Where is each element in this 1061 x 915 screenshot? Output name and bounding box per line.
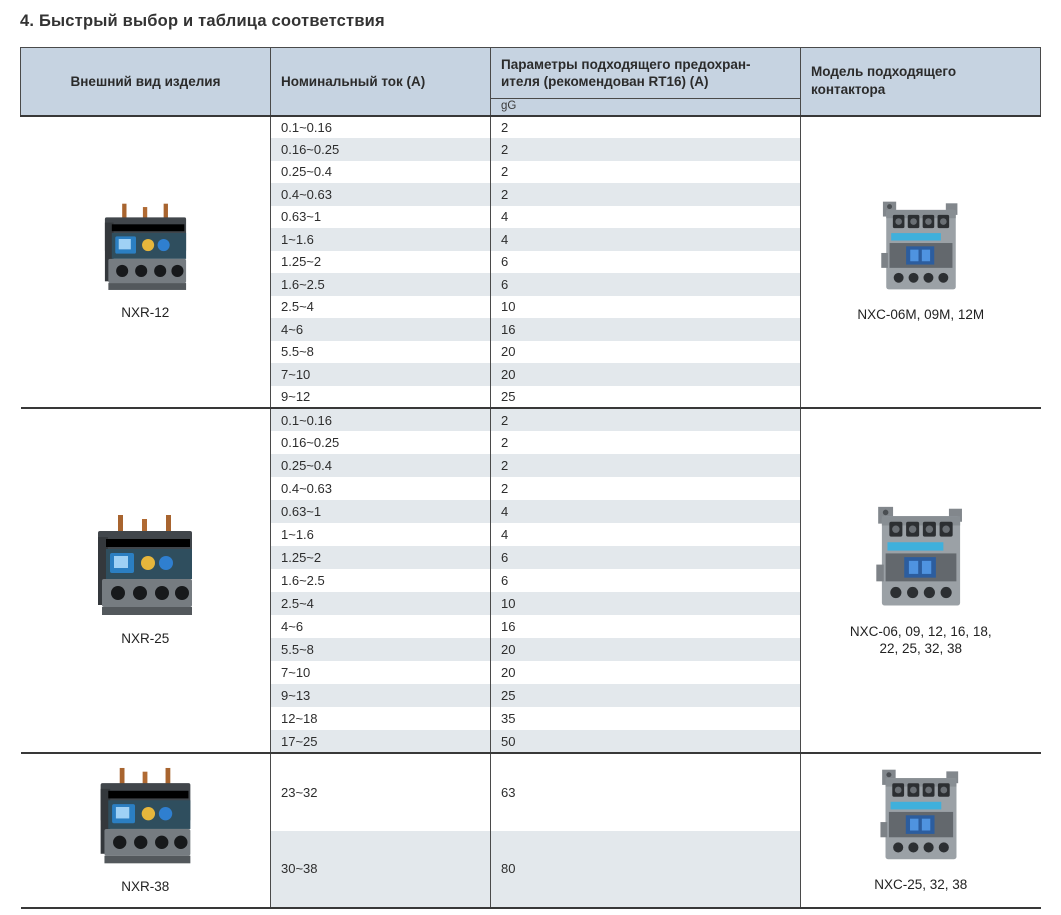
nxc-large-contactor-photo	[870, 768, 972, 866]
fuse-rating-cell: 4	[491, 523, 801, 546]
fuse-rating-cell: 80	[491, 831, 801, 909]
rated-current-cell: 9~13	[271, 684, 491, 707]
relay-model-label: NXR-25	[121, 631, 170, 646]
contactor-image-cell	[801, 753, 1041, 908]
fuse-rating-cell: 2	[491, 477, 801, 500]
rated-current-cell: 0.63~1	[271, 500, 491, 523]
rated-current-cell: 4~6	[271, 615, 491, 638]
contactor-image-cell	[801, 408, 1041, 753]
section-nxr-25	[21, 408, 1041, 753]
rated-current-cell: 7~10	[271, 661, 491, 684]
fuse-rating-cell: 20	[491, 638, 801, 661]
header-fuse-params-line1: Параметры подходящего предохран-	[501, 57, 751, 72]
nxr-12-thermal-relay-photo	[98, 203, 193, 294]
product-image-cell	[21, 116, 271, 409]
header-fuse-class-gg: gG	[491, 99, 801, 116]
fuse-rating-cell: 4	[491, 500, 801, 523]
table-row	[21, 116, 1041, 139]
rated-current-cell: 5.5~8	[271, 341, 491, 364]
rated-current-cell: 12~18	[271, 707, 491, 730]
rated-current-cell: 1.25~2	[271, 546, 491, 569]
table-row	[21, 408, 1041, 431]
table-row	[21, 753, 1041, 831]
rated-current-cell: 1~1.6	[271, 228, 491, 251]
fuse-rating-cell: 16	[491, 615, 801, 638]
product-image-cell	[21, 408, 271, 753]
fuse-rating-cell: 2	[491, 454, 801, 477]
fuse-rating-cell: 16	[491, 318, 801, 341]
nxr-38-thermal-relay-photo	[93, 767, 198, 868]
rated-current-cell: 1.6~2.5	[271, 273, 491, 296]
rated-current-cell: 7~10	[271, 363, 491, 386]
fuse-rating-cell: 25	[491, 684, 801, 707]
fuse-rating-cell: 2	[491, 431, 801, 454]
rated-current-cell: 0.16~0.25	[271, 431, 491, 454]
rated-current-cell: 0.4~0.63	[271, 183, 491, 206]
fuse-rating-cell: 20	[491, 363, 801, 386]
fuse-rating-cell: 6	[491, 569, 801, 592]
rated-current-cell: 9~12	[271, 386, 491, 409]
header-contactor-model-label: Модель подходящего контактора	[811, 64, 957, 98]
product-image-cell	[21, 753, 271, 908]
fuse-rating-cell: 6	[491, 273, 801, 296]
header-fuse-params	[491, 48, 801, 99]
rated-current-cell: 0.25~0.4	[271, 454, 491, 477]
contactor-model-label: NXC-25, 32, 38	[874, 877, 968, 892]
fuse-rating-cell: 2	[491, 116, 801, 139]
contactor-image-cell	[801, 116, 1041, 409]
relay-model-label: NXR-38	[121, 878, 170, 894]
nxc-contactor-photo	[865, 505, 977, 613]
rated-current-cell: 5.5~8	[271, 638, 491, 661]
section-nxr-12	[21, 116, 1041, 409]
rated-current-cell: 1.25~2	[271, 251, 491, 274]
nxr-25-thermal-relay-photo	[90, 514, 200, 620]
section-nxr-38	[21, 753, 1041, 908]
rated-current-cell: 2.5~4	[271, 592, 491, 615]
rated-current-cell: 0.63~1	[271, 206, 491, 229]
rated-current-cell: 0.4~0.63	[271, 477, 491, 500]
rated-current-cell: 0.1~0.16	[271, 408, 491, 431]
fuse-rating-cell: 35	[491, 707, 801, 730]
fuse-rating-cell: 4	[491, 228, 801, 251]
contactor-model-label: NXC-06M, 09M, 12M	[857, 307, 985, 323]
rated-current-cell: 17~25	[271, 730, 491, 753]
rated-current-cell: 2.5~4	[271, 296, 491, 319]
fuse-rating-cell: 10	[491, 296, 801, 319]
fuse-rating-cell: 10	[491, 592, 801, 615]
header-row-main	[21, 48, 1041, 99]
relay-model-label: NXR-12	[121, 304, 170, 320]
rated-current-cell: 30~38	[271, 831, 491, 909]
rated-current-cell: 0.16~0.25	[271, 138, 491, 161]
page-title: 4. Быстрый выбор и таблица соответствия	[20, 12, 385, 30]
fuse-rating-cell: 20	[491, 341, 801, 364]
fuse-rating-cell: 4	[491, 206, 801, 229]
header-rated-current: Номинальный ток (А)	[271, 48, 491, 116]
fuse-rating-cell: 2	[491, 408, 801, 431]
fuse-rating-cell: 63	[491, 753, 801, 831]
fuse-rating-cell: 25	[491, 386, 801, 409]
header-product-view: Внешний вид изделия	[21, 48, 271, 116]
fuse-rating-cell: 20	[491, 661, 801, 684]
header-contactor-model	[801, 48, 1041, 116]
rated-current-cell: 1~1.6	[271, 523, 491, 546]
rated-current-cell: 0.1~0.16	[271, 116, 491, 139]
fuse-rating-cell: 6	[491, 546, 801, 569]
fuse-rating-cell: 2	[491, 183, 801, 206]
contactor-model-label: NXC-06, 09, 12, 16, 18, 22, 25, 32, 38	[849, 623, 992, 656]
fuse-rating-cell: 2	[491, 138, 801, 161]
rated-current-cell: 23~32	[271, 753, 491, 831]
table-header	[21, 48, 1041, 116]
nxc-mini-contactor-photo	[871, 200, 971, 296]
fuse-rating-cell: 6	[491, 251, 801, 274]
rated-current-cell: 0.25~0.4	[271, 161, 491, 184]
header-fuse-params-line2: ителя (рекомендован RT16) (А)	[501, 74, 709, 89]
rated-current-cell: 1.6~2.5	[271, 569, 491, 592]
quick-selection-table	[20, 47, 1041, 909]
fuse-rating-cell: 2	[491, 161, 801, 184]
fuse-rating-cell: 50	[491, 730, 801, 753]
rated-current-cell: 4~6	[271, 318, 491, 341]
